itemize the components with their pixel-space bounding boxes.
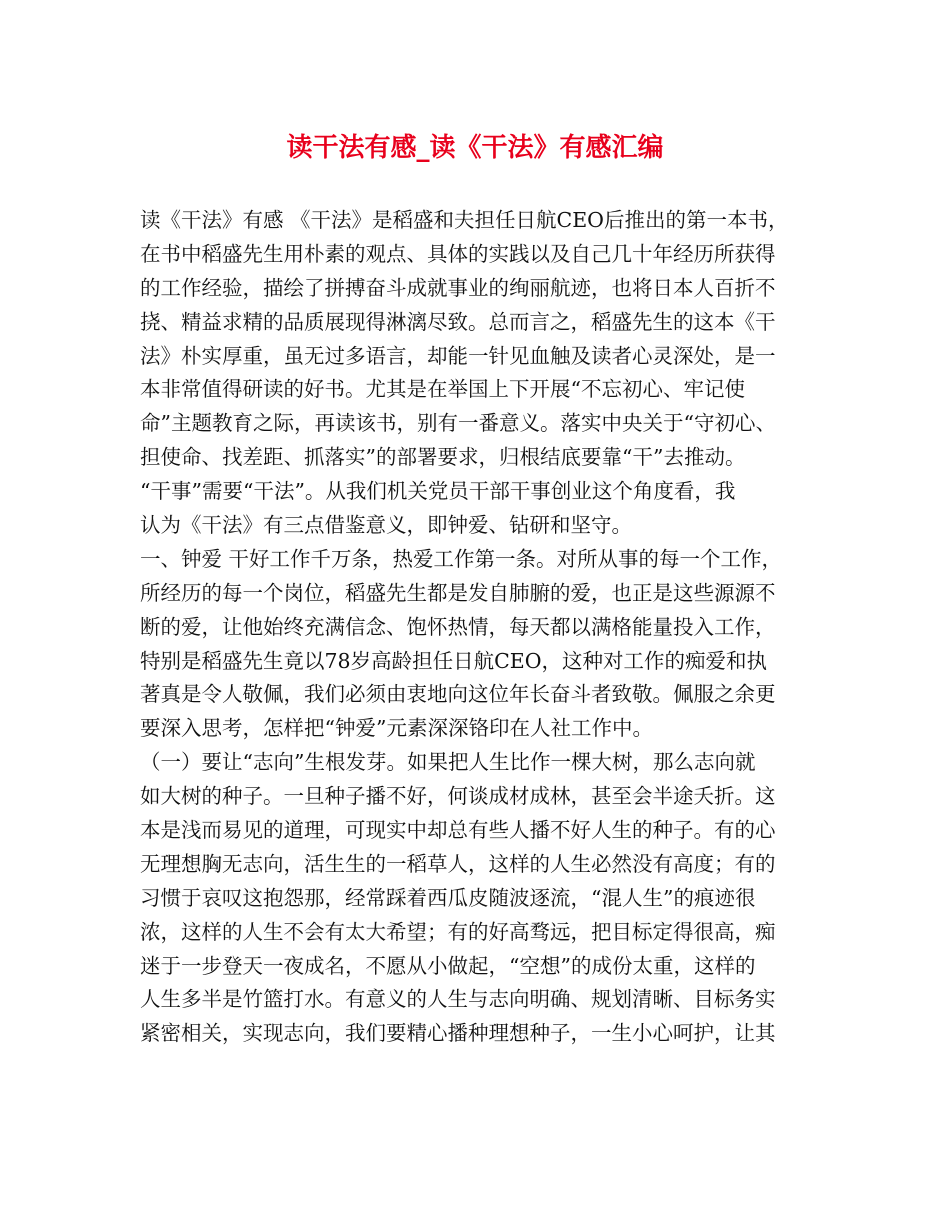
body-line: 的工作经验，描绘了拼搏奋斗成就事业的绚丽航迹，也将日本人百折不 [140,275,776,300]
body-line: 挠、精益求精的品质展现得淋漓尽致。总而言之，稻盛先生的这本《干 [140,309,776,334]
body-line: 浓，这样的人生不会有太大希望；有的好高骛远，把目标定得很高，痴 [140,919,776,944]
body-line: 一、钟爱 干好工作千万条，热爱工作第一条。对所从事的每一个工作， [140,546,783,571]
body-line: 命”主题教育之际，再读该书，别有一番意义。落实中央关于“守初心、 [140,411,776,436]
body-line: 法》朴实厚重，虽无过多语言，却能一针见血触及读者心灵深处，是一 [140,343,776,368]
body-line: 读《干法》有感 《干法》是稻盛和夫担任日航CEO后推出的第一本书， [140,208,789,232]
body-line: 本是浅而易见的道理，可现实中却总有些人播不好人生的种子。有的心 [140,818,776,843]
document-body [140,204,820,1051]
body-line: 紧密相关，实现志向，我们要精心播种理想种子，一生小心呵护，让其 [140,1021,776,1046]
body-line: 担使命、找差距、抓落实”的部署要求，归根结底要靠“干”去推动。 [140,445,746,470]
body-line: 人生多半是竹篮打水。有意义的人生与志向明确、规划清晰、目标务实 [140,987,776,1012]
body-line: 在书中稻盛先生用朴素的观点、具体的实践以及自己几十年经历所获得 [140,241,776,266]
body-line: 无理想胸无志向，活生生的一稻草人，这样的人生必然没有高度；有的 [140,851,776,876]
body-line: 特别是稻盛先生竟以78岁高龄担任日航CEO，这种对工作的痴爱和执 [140,648,768,673]
body-line: 本非常值得研读的好书。尤其是在举国上下开展“不忘初心、牢记使 [140,377,745,402]
body-line: 迷于一步登天一夜成名，不愿从小做起，“空想”的成份太重，这样的 [140,953,756,978]
body-line: 认为《干法》有三点借鉴意义，即钟爱、钻研和坚守。 [140,513,632,538]
body-line: “干事”需要“干法”。从我们机关党员干部干事创业这个角度看，我 [140,479,736,504]
document-title: 读干法有感_读《干法》有感汇编 [286,133,664,163]
body-line: 习惯于哀叹这抱怨那，经常踩着西瓜皮随波逐流，“混人生”的痕迹很 [140,885,756,910]
body-line: 断的爱，让他始终充满信念、饱怀热情，每天都以满格能量投入工作， [140,614,776,639]
body-line: 著真是令人敬佩，我们必须由衷地向这位年长奋斗者致敬。佩服之余更 [140,682,776,707]
body-line: 要深入思考，怎样把“钟爱”元素深深铬印在人社工作中。 [140,716,653,741]
body-line: 如大树的种子。一旦种子播不好，何谈成材成林，甚至会半途夭折。这 [140,784,776,809]
body-line: 所经历的每一个岗位，稻盛先生都是发自肺腑的爱，也正是这些源源不 [140,580,776,605]
body-line: （一）要让“志向”生根发芽。如果把人生比作一棵大树，那么志向就 [140,750,756,775]
